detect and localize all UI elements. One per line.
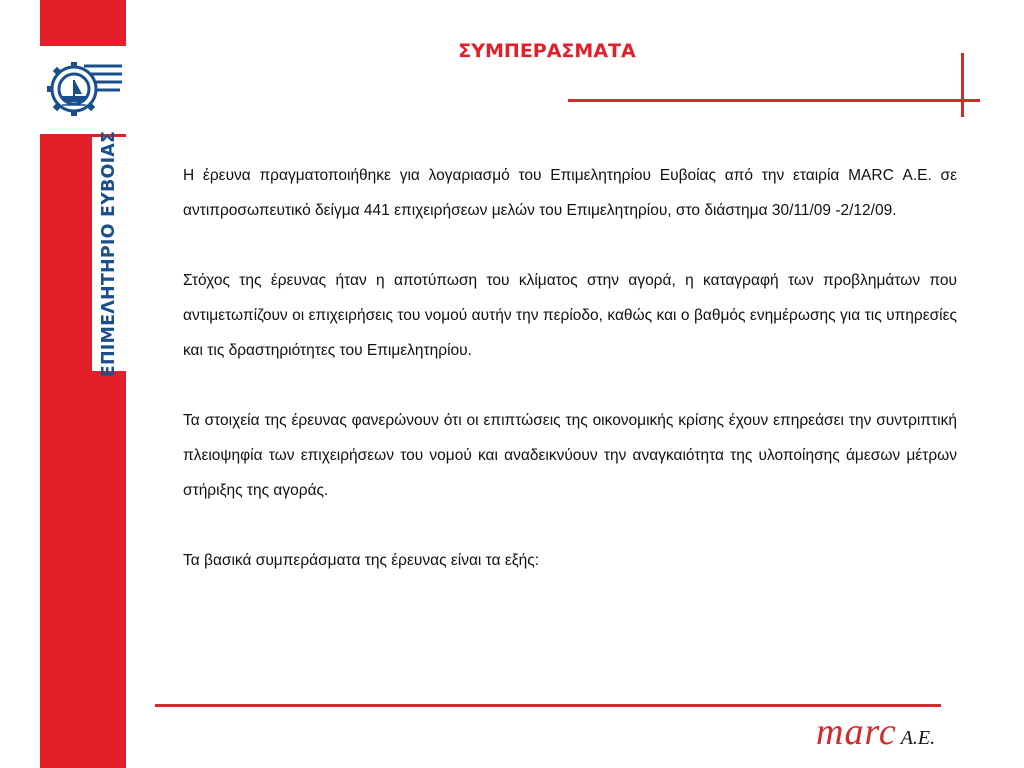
paragraph-survey-findings: Τα στοιχεία της έρευνας φανερώνουν ότι οι επιπτώσεις της οικονομικής κρίσης έχουν επηρεάσει την συντριπτική πλειοψηφία των επιχειρήσεων του νομού και αναδεικνύουν την αναγκαιότητα της υλοποίησης άμεσων μέτρων στήριξης της αγοράς.	[183, 412, 957, 499]
marc-brand-logo	[816, 710, 935, 754]
chamber-gear-ship-logo-icon	[40, 50, 126, 128]
paragraph-conclusions-intro: Τα βασικά συμπεράσματα της έρευνας είναι τα εξής:	[183, 552, 540, 569]
brand-name: marc	[816, 711, 897, 753]
sidebar-label-box	[92, 130, 126, 378]
title-vertical-divider	[961, 53, 964, 117]
sidebar-vertical-label: ΕΠΙΜΕΛΗΤΗΡΙΟ ΕΥΒΟΙΑΣ	[99, 130, 120, 378]
footer-divider	[155, 704, 941, 707]
paragraph-survey-info: Η έρευνα πραγματοποιήθηκε για λογαριασμό του Επιμελητηρίου Ευβοίας από την εταιρία MARC Α.Ε. σε αντιπροσωπευτικό δείγμα 441 επιχειρήσεων μελών του Επιμελητηρίου, στο διάστημα 30/11/09 -2/12/09.	[183, 167, 957, 219]
page-title: ΣΥΜΠΕΡΑΣΜΑΤΑ	[458, 40, 636, 62]
brand-suffix: A.E.	[900, 727, 936, 749]
title-underline-divider	[568, 99, 980, 102]
paragraph-survey-goal: Στόχος της έρευνας ήταν η αποτύπωση του κλίματος στην αγορά, η καταγραφή των προβλημάτων που αντιμετωπίζουν οι επιχειρήσεις του νομού αυτήν την περίοδο, καθώς και ο βαθμός ενημέρωσης για τις υπηρεσίες και τις δραστηριότητες του Επιμελητηρίου.	[183, 272, 957, 359]
sidebar-top-block	[40, 0, 126, 46]
body-content	[183, 158, 957, 578]
chamber-logo	[40, 50, 126, 128]
